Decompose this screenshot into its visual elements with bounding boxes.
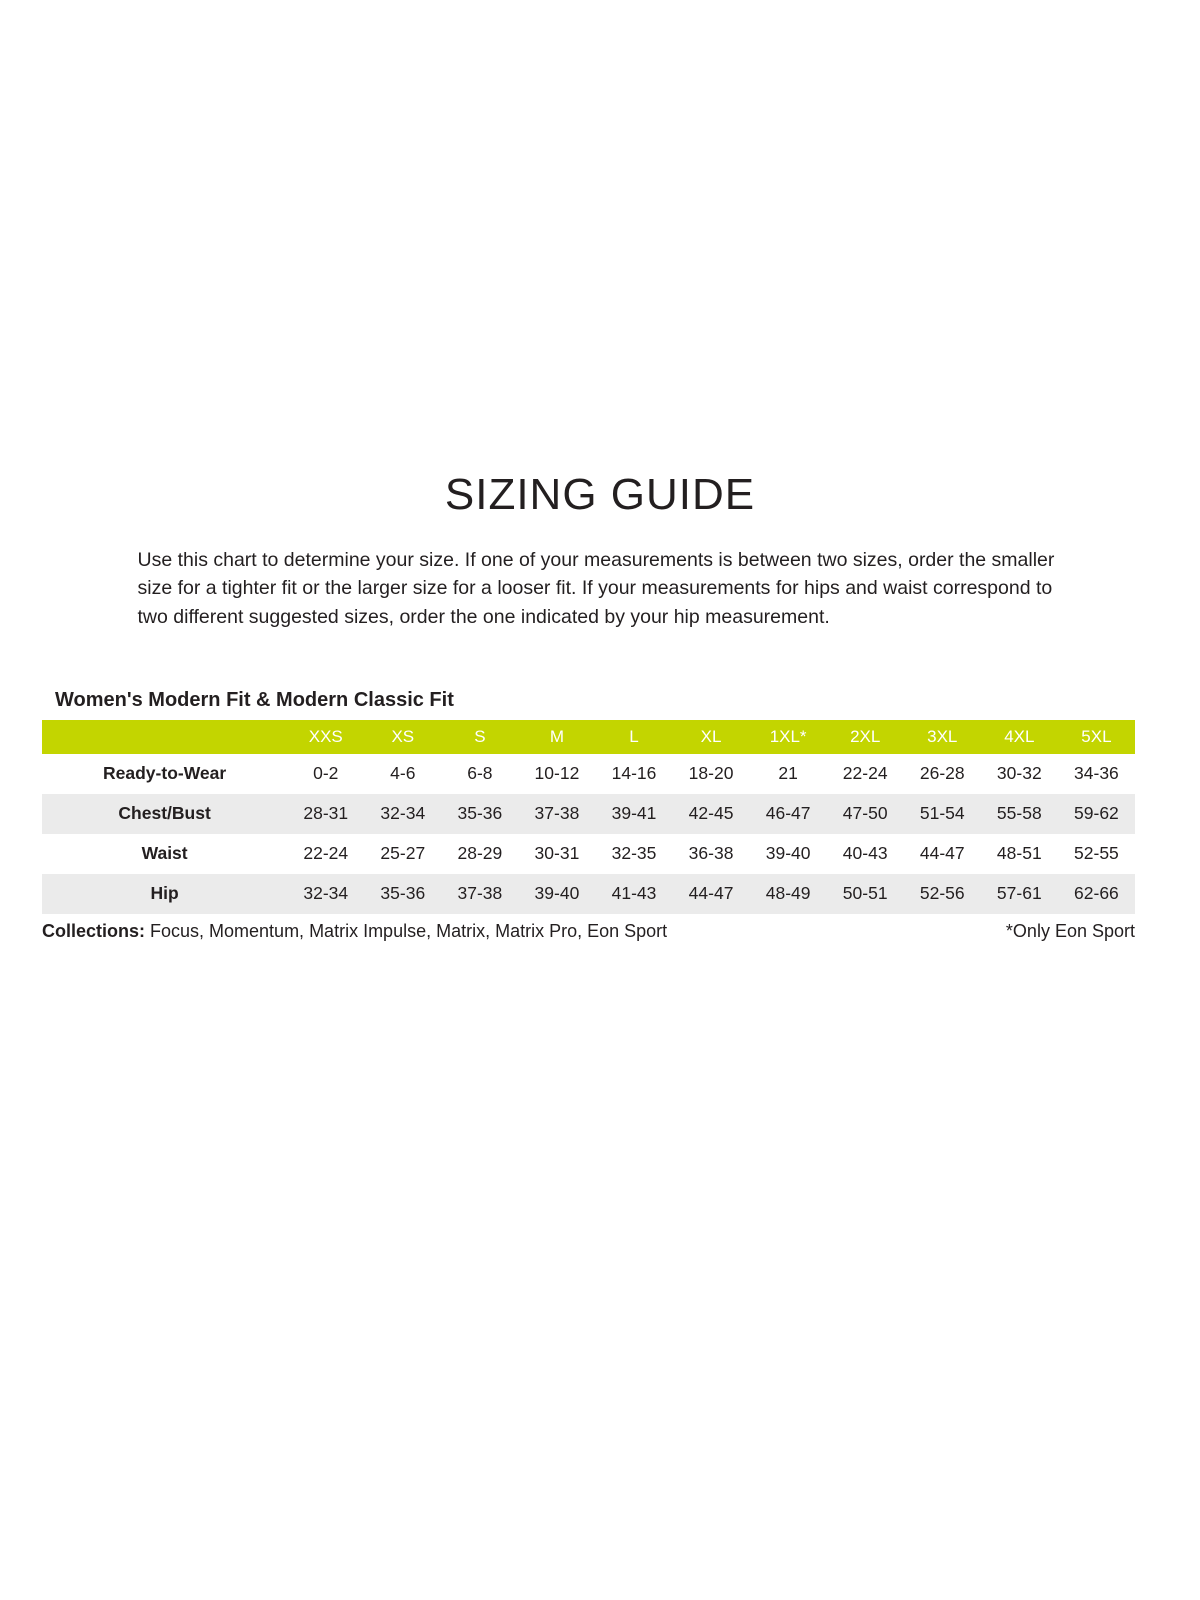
page-title: SIZING GUIDE xyxy=(444,470,756,519)
size-cell: 30-32 xyxy=(996,763,1042,784)
size-cell: 37-38 xyxy=(534,803,580,824)
size-cell: 44-47 xyxy=(688,883,734,904)
section-heading: Women's Modern Fit & Modern Classic Fit xyxy=(55,688,454,711)
size-cell: 62-66 xyxy=(1074,883,1119,904)
size-cell: 36-38 xyxy=(688,843,734,864)
size-cell: 22-24 xyxy=(303,843,349,864)
size-cell: 51-54 xyxy=(919,803,965,824)
size-col-header: S xyxy=(441,720,518,754)
size-cell: 42-45 xyxy=(688,803,734,824)
table-row xyxy=(42,754,1135,794)
size-cell: 47-50 xyxy=(842,803,888,824)
size-col-header: 2XL xyxy=(827,720,904,754)
size-cell: 41-43 xyxy=(611,883,657,904)
size-cell: 32-35 xyxy=(611,843,657,864)
table-row xyxy=(42,874,1135,914)
size-cell: 52-55 xyxy=(1074,843,1119,864)
size-cell: 48-51 xyxy=(996,843,1042,864)
size-cell: 10-12 xyxy=(534,763,580,784)
size-cell: 44-47 xyxy=(919,843,965,864)
size-cell: 30-31 xyxy=(534,843,580,864)
collections-list: Focus, Momentum, Matrix Impulse, Matrix, Matrix Pro, Eon Sport xyxy=(145,920,668,941)
collections-line xyxy=(42,921,667,942)
size-col-header: L xyxy=(595,720,672,754)
corner-cell xyxy=(42,720,287,754)
size-cell: 50-51 xyxy=(842,883,888,904)
size-cell: 46-47 xyxy=(765,803,811,824)
size-cell: 14-16 xyxy=(611,763,657,784)
size-cell: 0-2 xyxy=(313,763,339,784)
size-cell: 32-34 xyxy=(380,803,426,824)
size-col-header: M xyxy=(518,720,595,754)
size-table xyxy=(42,720,1135,914)
size-col-header: XL xyxy=(673,720,750,754)
size-cell: 37-38 xyxy=(457,883,503,904)
size-col-header: 1XL* xyxy=(750,720,827,754)
size-cell: 4-6 xyxy=(390,763,416,784)
table-row xyxy=(42,834,1135,874)
size-cell: 28-29 xyxy=(457,843,503,864)
size-cell: 28-31 xyxy=(303,803,349,824)
size-col-header: XXS xyxy=(287,720,364,754)
size-cell: 32-34 xyxy=(303,883,349,904)
size-table-header-row xyxy=(42,720,1135,754)
size-cell: 39-41 xyxy=(611,803,657,824)
footnote: *Only Eon Sport xyxy=(1005,920,1135,941)
size-col-header: 3XL xyxy=(904,720,981,754)
size-col-header: XS xyxy=(364,720,441,754)
size-cell: 39-40 xyxy=(534,883,580,904)
size-col-header: 5XL xyxy=(1058,720,1135,754)
row-label: Waist xyxy=(141,843,188,864)
intro-paragraph: Use this chart to determine your size. If one of your measurements is between two sizes, order the smaller size for a tighter fit or the larger size for a looser fit. If your measurements for hips and waist correspond to two different suggested sizes, order the one indicated by your hip measurement. xyxy=(137,549,1055,628)
size-cell: 39-40 xyxy=(765,843,811,864)
size-cell: 6-8 xyxy=(467,763,493,784)
size-cell: 26-28 xyxy=(919,763,965,784)
size-cell: 55-58 xyxy=(996,803,1042,824)
size-cell: 34-36 xyxy=(1074,763,1119,784)
size-cell: 22-24 xyxy=(842,763,888,784)
size-chart-section xyxy=(42,689,1135,942)
size-cell: 48-49 xyxy=(765,883,811,904)
row-label: Ready-to-Wear xyxy=(103,763,227,784)
table-row xyxy=(42,794,1135,834)
size-cell: 59-62 xyxy=(1074,803,1119,824)
size-cell: 35-36 xyxy=(380,883,426,904)
size-cell: 25-27 xyxy=(380,843,426,864)
row-label: Chest/Bust xyxy=(118,803,211,824)
table-footer xyxy=(42,921,1135,942)
size-cell: 57-61 xyxy=(996,883,1042,904)
size-cell: 40-43 xyxy=(842,843,888,864)
size-cell: 18-20 xyxy=(688,763,734,784)
size-cell: 52-56 xyxy=(919,883,965,904)
collections-label: Collections: xyxy=(42,920,146,941)
size-col-header: 4XL xyxy=(981,720,1058,754)
size-cell: 21 xyxy=(778,763,798,784)
row-label: Hip xyxy=(150,883,179,904)
size-cell: 35-36 xyxy=(457,803,503,824)
